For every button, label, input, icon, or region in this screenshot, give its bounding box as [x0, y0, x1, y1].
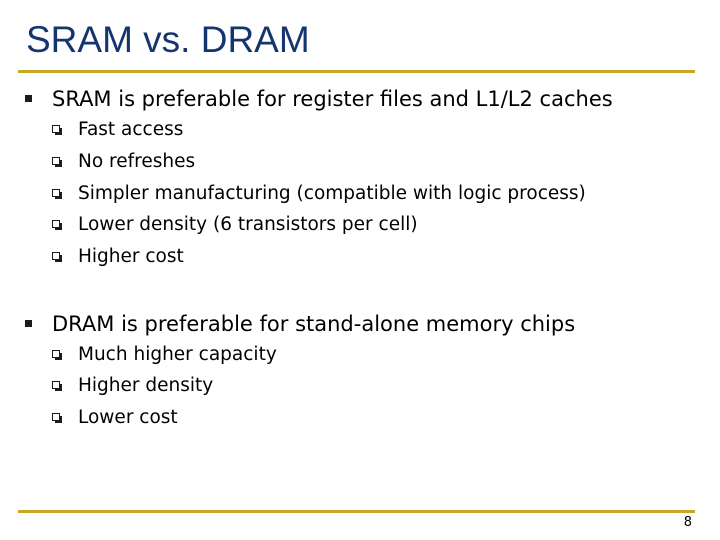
title-divider	[18, 70, 695, 73]
section-heading-dram: DRAM is preferable for stand-alone memory chips	[52, 312, 576, 336]
sub-bullet-square-icon	[52, 381, 60, 389]
sram-point: Lower density (6 transistors per cell)	[78, 214, 418, 235]
sub-bullet-square-icon	[52, 220, 60, 228]
bullet-square-icon	[25, 320, 32, 327]
sub-bullet-square-icon	[52, 350, 60, 358]
dram-point: Higher density	[78, 375, 214, 396]
sub-bullet-square-icon	[52, 157, 60, 165]
slide-title: SRAM vs. DRAM	[26, 19, 310, 60]
dram-point: Lower cost	[78, 407, 178, 428]
bullet-square-icon	[25, 95, 32, 102]
dram-point: Much higher capacity	[78, 344, 277, 365]
sram-point: Simpler manufacturing (compatible with logic process)	[78, 183, 586, 204]
sub-bullet-square-icon	[52, 189, 60, 197]
sub-bullet-square-icon	[52, 252, 60, 260]
section-heading-sram: SRAM is preferable for register files and L1/L2 caches	[52, 87, 613, 111]
sub-bullet-square-icon	[52, 413, 60, 421]
sub-bullet-square-icon	[52, 125, 60, 133]
sram-point: No refreshes	[78, 151, 196, 172]
footer-divider	[18, 510, 695, 513]
page-number: 8	[683, 515, 692, 530]
sram-point: Fast access	[78, 119, 184, 140]
sram-point: Higher cost	[78, 246, 184, 267]
